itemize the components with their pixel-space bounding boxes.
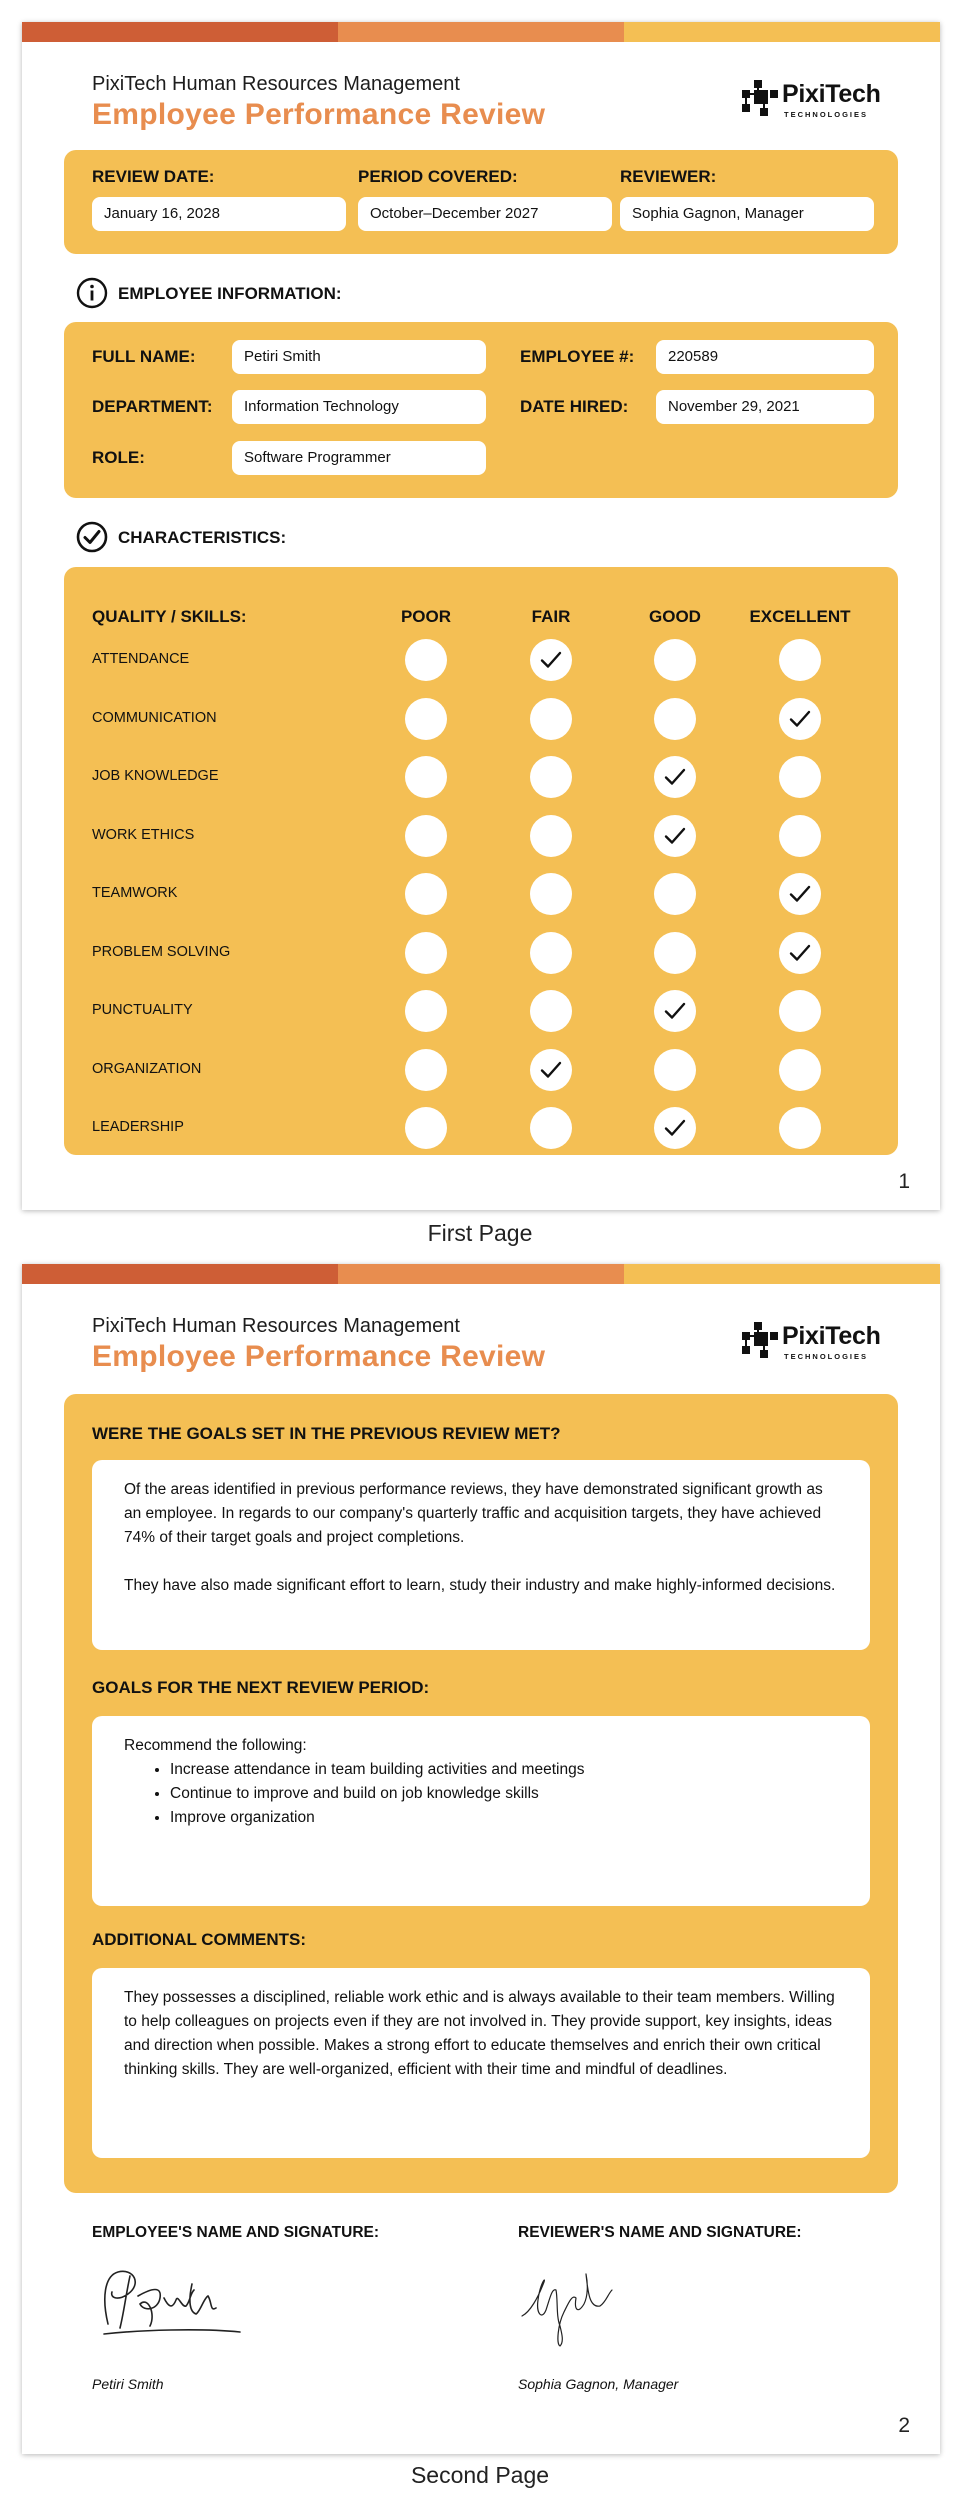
next-goals-list — [170, 1758, 584, 1830]
goals-met-paragraph: They have also made significant effort to learn, study their industry and make highly-informed decisions. — [124, 1577, 836, 1594]
rating-radio-good[interactable] — [654, 1107, 696, 1149]
rating-radio-good[interactable] — [654, 756, 696, 798]
employee-name: Petiri Smith — [92, 2376, 164, 2392]
characteristics-title: CHARACTERISTICS: — [118, 528, 287, 547]
rating-radio-good[interactable] — [654, 990, 696, 1032]
full-name-label: FULL NAME: — [92, 347, 196, 366]
rating-radio-poor[interactable] — [405, 698, 447, 740]
employee-number-label: EMPLOYEE #: — [520, 347, 635, 366]
rating-radio-poor[interactable] — [405, 1049, 447, 1091]
rating-radio-poor[interactable] — [405, 815, 447, 857]
column-poor: POOR — [400, 607, 452, 626]
employee-signature-label: EMPLOYEE'S NAME AND SIGNATURE: — [92, 2224, 380, 2241]
stripe-segment — [338, 1264, 624, 1284]
info-icon — [76, 277, 108, 309]
rating-radio-excellent[interactable] — [779, 1049, 821, 1091]
pixel-logo-icon — [740, 1318, 780, 1364]
page-caption: Second Page — [410, 2462, 550, 2488]
stripe-segment — [22, 22, 338, 42]
logo-name: PixiTech — [782, 1322, 881, 1350]
stripe-segment — [624, 22, 940, 42]
list-item: • Improve organization — [170, 1806, 584, 1830]
reviewer-field[interactable]: Sophia Gagnon, Manager — [620, 197, 874, 231]
employee-number-field[interactable]: 220589 — [656, 340, 874, 374]
rating-radio-good[interactable] — [654, 698, 696, 740]
reviewer-signature-image — [516, 2254, 626, 2354]
rating-radio-excellent[interactable] — [779, 873, 821, 915]
role-label: ROLE: — [92, 448, 145, 467]
reviewer-name: Sophia Gagnon, Manager — [518, 2376, 679, 2392]
pixel-logo-icon — [740, 76, 780, 122]
rating-radio-fair[interactable] — [530, 932, 572, 974]
skill-name: WORK ETHICS — [92, 826, 195, 843]
color-stripe — [22, 1264, 940, 1284]
rating-radio-good[interactable] — [654, 932, 696, 974]
review-date-field[interactable]: January 16, 2028 — [92, 197, 346, 231]
next-goals-intro: Recommend the following: — [124, 1737, 307, 1754]
comments-paragraph: They possesses a disciplined, reliable work ethic and is always available to their team members. Willing to help colleagues on projects even if they are not involved in. They provide support, key insights, ideas and direction when possible. Makes a strong effort to educate themselves and enrich their own critical thinking skills. They are well-organized, efficient with their time and mindful of deadlines. — [124, 1989, 835, 2078]
goals-met-title: WERE THE GOALS SET IN THE PREVIOUS REVIEW MET? — [92, 1424, 561, 1443]
department-field[interactable]: Information Technology — [232, 390, 486, 424]
organization-name: PixiTech Human Resources Management — [92, 1315, 460, 1337]
rating-radio-poor[interactable] — [405, 932, 447, 974]
page-title: Employee Performance Review — [92, 1340, 546, 1373]
period-covered-field[interactable]: October–December 2027 — [358, 197, 612, 231]
rating-radio-fair[interactable] — [530, 698, 572, 740]
page-number: 2 — [898, 2414, 910, 2437]
column-fair: FAIR — [531, 607, 571, 626]
skill-name: COMMUNICATION — [92, 709, 217, 726]
rating-radio-fair[interactable] — [530, 1049, 572, 1091]
skill-name: ATTENDANCE — [92, 651, 190, 667]
goals-met-paragraph: Of the areas identified in previous performance reviews, they have demonstrated significant growth as an employee. In regards to our company's quarterly traffic and acquisition targets, they have achieved 74% of their target goals and project completions. — [124, 1481, 823, 1546]
rating-radio-fair[interactable] — [530, 756, 572, 798]
rating-radio-excellent[interactable] — [779, 932, 821, 974]
skill-name: JOB KNOWLEDGE — [92, 768, 219, 784]
rating-radio-excellent[interactable] — [779, 990, 821, 1032]
next-goals-title: GOALS FOR THE NEXT REVIEW PERIOD: — [92, 1678, 430, 1697]
color-stripe — [22, 22, 940, 42]
rating-radio-fair[interactable] — [530, 639, 572, 681]
page-one — [22, 22, 940, 1210]
date-hired-label: DATE HIRED: — [520, 397, 629, 416]
rating-radio-poor[interactable] — [405, 639, 447, 681]
checkmark-circle-icon — [76, 521, 108, 553]
page-two — [22, 1264, 940, 2454]
employee-signature-image — [90, 2254, 250, 2344]
stripe-segment — [624, 1264, 940, 1284]
rating-radio-good[interactable] — [654, 639, 696, 681]
employee-info-title: EMPLOYEE INFORMATION: — [118, 284, 342, 303]
rating-radio-good[interactable] — [654, 1049, 696, 1091]
period-covered-label: PERIOD COVERED: — [358, 167, 518, 186]
stripe-segment — [22, 1264, 338, 1284]
goals-met-box — [92, 1460, 870, 1650]
next-goals-box — [92, 1716, 870, 1906]
skill-name: LEADERSHIP — [92, 1119, 184, 1135]
page-caption: First Page — [427, 1220, 533, 1246]
review-date-label: REVIEW DATE: — [92, 167, 215, 186]
rating-radio-excellent[interactable] — [779, 756, 821, 798]
rating-radio-excellent[interactable] — [779, 639, 821, 681]
list-item: • Continue to improve and build on job knowledge skills — [170, 1782, 584, 1806]
company-logo — [740, 76, 880, 128]
list-item: • Increase attendance in team building activities and meetings — [170, 1758, 584, 1782]
rating-radio-fair[interactable] — [530, 1107, 572, 1149]
quality-skills-header: QUALITY / SKILLS: — [92, 607, 247, 626]
rating-radio-fair[interactable] — [530, 873, 572, 915]
logo-name: PixiTech — [782, 80, 881, 108]
comments-title: ADDITIONAL COMMENTS: — [92, 1930, 307, 1949]
full-name-field[interactable]: Petiri Smith — [232, 340, 486, 374]
column-good: GOOD — [649, 607, 701, 626]
rating-radio-excellent[interactable] — [779, 815, 821, 857]
logo-subtitle: TECHNOLOGIES — [784, 1352, 869, 1361]
rating-radio-poor[interactable] — [405, 1107, 447, 1149]
rating-radio-fair[interactable] — [530, 990, 572, 1032]
rating-radio-excellent[interactable] — [779, 1107, 821, 1149]
skill-name: PROBLEM SOLVING — [92, 943, 231, 960]
rating-radio-fair[interactable] — [530, 815, 572, 857]
skill-name: ORGANIZATION — [92, 1060, 202, 1077]
stripe-segment — [338, 22, 624, 42]
role-field[interactable]: Software Programmer — [232, 441, 486, 475]
date-hired-field[interactable]: November 29, 2021 — [656, 390, 874, 424]
department-label: DEPARTMENT: — [92, 397, 213, 416]
logo-subtitle: TECHNOLOGIES — [784, 110, 869, 119]
rating-radio-poor[interactable] — [405, 990, 447, 1032]
skill-name: TEAMWORK — [92, 885, 178, 901]
column-excellent: EXCELLENT — [749, 607, 851, 626]
rating-radio-good[interactable] — [654, 873, 696, 915]
page-title: Employee Performance Review — [92, 98, 546, 131]
comments-box — [92, 1968, 870, 2158]
reviewer-signature-label: REVIEWER'S NAME AND SIGNATURE: — [518, 2224, 802, 2241]
company-logo — [740, 1318, 880, 1370]
organization-name: PixiTech Human Resources Management — [92, 73, 460, 95]
rating-radio-poor[interactable] — [405, 756, 447, 798]
rating-radio-poor[interactable] — [405, 873, 447, 915]
rating-radio-good[interactable] — [654, 815, 696, 857]
reviewer-label: REVIEWER: — [620, 167, 717, 186]
page-number: 1 — [898, 1170, 910, 1193]
skill-name: PUNCTUALITY — [92, 1002, 193, 1018]
rating-radio-excellent[interactable] — [779, 698, 821, 740]
